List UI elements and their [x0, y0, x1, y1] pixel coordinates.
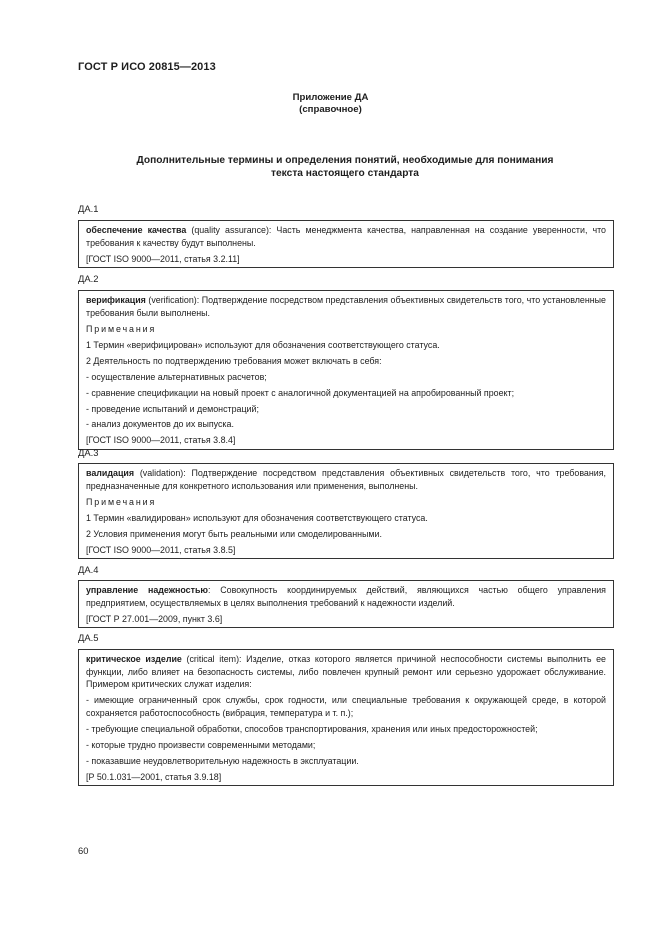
- source-reference: [ГОСТ ISO 9000—2011, статья 3.8.5]: [86, 544, 236, 555]
- notes-heading: Примечания: [86, 496, 157, 507]
- list-item: - проведение испытаний и демонстраций;: [86, 403, 259, 414]
- entry-label-da2: ДА.2: [78, 273, 99, 284]
- section-title-line1: Дополнительные термины и определения понятий, необходимые для понимания: [136, 155, 554, 166]
- appendix-heading: [0, 92, 661, 116]
- definition: [86, 467, 606, 492]
- note: 1 Термин «верифицирован» используют для обозначения соответствующего статуса.: [86, 339, 440, 350]
- entry-label-da1: ДА.1: [78, 203, 99, 214]
- list-item: - имеющие ограниченный срок службы, срок годности, или специальные требования к окружающей среде, в которой сохраняется работоспособность (вибрация, температура и т. п.);: [86, 695, 606, 718]
- source-reference: [ГОСТ ISO 9000—2011, статья 3.2.11]: [86, 253, 240, 264]
- section-title: [100, 154, 590, 180]
- definition-text: (validation): Подтверждение посредством представления объективных свидетельств того, что требования, предназначенные для конкретного использования или применения, выполнены.: [86, 468, 606, 491]
- definition-text: (quality assurance): Часть менеджмента качества, направленная на создание уверенности, что требования к качеству будут выполнены.: [86, 225, 606, 248]
- term-box-da3: [78, 463, 614, 559]
- appendix-subtitle: (справочное): [299, 104, 362, 115]
- definition: [86, 224, 606, 249]
- list-item: - осуществление альтернативных расчетов;: [86, 371, 267, 382]
- list-item: - которые трудно произвести современными методами;: [86, 739, 316, 750]
- page-number: 60: [78, 845, 89, 856]
- appendix-title: Приложение ДА: [292, 92, 369, 103]
- note: 2 Деятельность по подтверждению требования может включать в себя:: [86, 355, 382, 366]
- source-reference: [Р 50.1.031—2001, статья 3.9.18]: [86, 771, 222, 782]
- list-item: - показавшие неудовлетворительную надежность в эксплуатации.: [86, 755, 359, 766]
- term: управление надежностью: [86, 585, 209, 595]
- notes-heading: Примечания: [86, 323, 157, 334]
- entry-label-da5: ДА.5: [78, 632, 99, 643]
- term-box-da5: [78, 649, 614, 786]
- definition-text: (verification): Подтверждение посредством представления объективных свидетельств того, что установленные требования были выполнены.: [86, 295, 606, 318]
- term: обеспечение качества: [86, 225, 187, 235]
- list-item: - требующие специальной обработки, способов транспортирования, хранения или иных предосторожностей;: [86, 723, 538, 734]
- definition-text: : Совокупность координируемых действий, являющихся частью общего управления предприятием, осуществляемых в целях выполнения требований к надежности изделий.: [86, 585, 606, 608]
- list-item: - анализ документов до их выпуска.: [86, 419, 234, 430]
- term: критическое изделие: [86, 654, 182, 664]
- entry-label-da4: ДА.4: [78, 564, 99, 575]
- section-title-line2: текста настоящего стандарта: [271, 168, 419, 179]
- note: 2 Условия применения могут быть реальными или смоделированными.: [86, 528, 382, 539]
- term-box-da1: [78, 220, 614, 268]
- term-box-da4: [78, 580, 614, 628]
- source-reference: [ГОСТ Р 27.001—2009, пункт 3.6]: [86, 613, 223, 624]
- entry-label-da3: ДА.3: [78, 447, 99, 458]
- note: 1 Термин «валидирован» используют для обозначения соответствующего статуса.: [86, 512, 428, 523]
- definition: [86, 653, 606, 691]
- term-box-da2: [78, 290, 614, 450]
- list-item: - сравнение спецификации на новый проект с аналогичной документацией на апробированный проект;: [86, 387, 515, 398]
- source-reference: [ГОСТ ISO 9000—2011, статья 3.8.4]: [86, 435, 236, 446]
- definition: [86, 294, 606, 319]
- definition-text: (critical item): Изделие, отказ которого является причиной неспособности системы выполнить ее функции, либо влияет на безопасность системы, либо повлечен крупный ремонт или серьезно удорожает обслуживание. Примером критических служат изделия:: [86, 654, 606, 690]
- term: верификация: [86, 295, 146, 305]
- document-code: ГОСТ Р ИСО 20815—2013: [78, 61, 216, 73]
- definition: [86, 584, 606, 609]
- term: валидация: [86, 468, 135, 478]
